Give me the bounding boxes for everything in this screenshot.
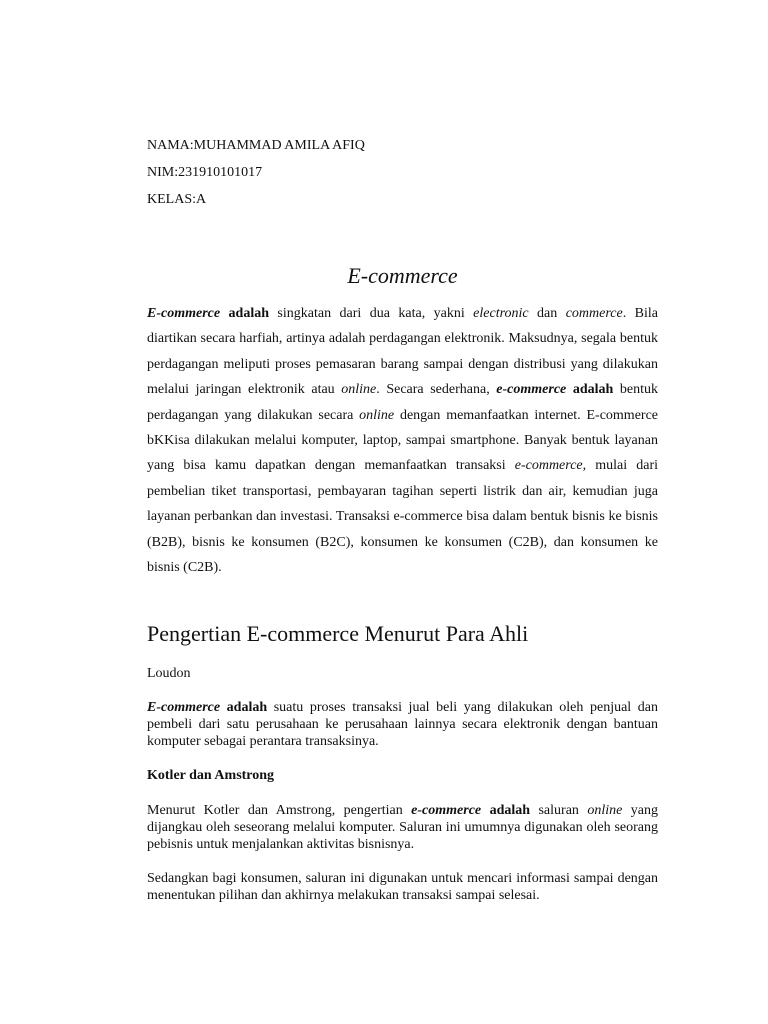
student-class: KELAS:A — [147, 192, 207, 207]
kotler-label: Kotler dan Amstrong — [147, 768, 275, 783]
student-info — [147, 136, 658, 210]
document-page — [147, 136, 659, 903]
section-heading: Pengertian E-commerce Menurut Para Ahli — [147, 621, 529, 646]
loudon-paragraph: E-commerce adalah suatu proses transaksi jual beli yang dilakukan oleh penjual dan pembeli dari satu perusahaan ke perusahaan lainnya secara elektronik dengan bantuan komputer sebagai perantara transaksinya. — [147, 700, 658, 749]
closing-paragraph: Sedangkan bagi konsumen, saluran ini digunakan untuk mencari informasi sampai dengan menentukan pilihan dan akhirnya melakukan transaksi sampai selesai. — [147, 871, 658, 903]
document-title: E-commerce — [347, 263, 458, 288]
student-name: NAMA:MUHAMMAD AMILA AFIQ — [147, 138, 365, 153]
loudon-label: Loudon — [147, 666, 191, 681]
student-nim: NIM:231910101017 — [147, 165, 263, 180]
intro-paragraph: E-commerce adalah singkatan dari dua kata, yakni electronic dan commerce. Bila diartikan secara harfiah, artinya adalah perdagangan elektronik. Maksudnya, segala bentuk perdagangan meliputi proses pemasaran barang sampai dengan distribusi yang dilakukan melalui jaringan elektronik atau online. Secara sederhana, e-commerce adalah bentuk perdagangan yang dilakukan secara online dengan memanfaatkan internet. E-commerce bKKisa dilakukan melalui komputer, laptop, sampai smartphone. Banyak bentuk layanan yang bisa kamu dapatkan dengan memanfaatkan transaksi e-commerce, mulai dari pembelian tiket transportasi, pembayaran tagihan seperti listrik dan air, kemudian juga layanan perbankan dan investasi. Transaksi e-commerce bisa dalam bentuk bisnis ke bisnis (B2B), bisnis ke konsumen (B2C), konsumen ke konsumen (C2B), dan konsumen ke bisnis (C2B). — [147, 306, 659, 576]
kotler-paragraph: Menurut Kotler dan Amstrong, pengertian e-commerce adalah saluran online yang dijangkau oleh seseorang melalui komputer. Saluran ini umumnya digunakan oleh seorang pebisnis untuk menjalankan aktivitas bisnisnya. — [147, 803, 658, 852]
term-bold: E-commerce adalah — [147, 306, 269, 321]
